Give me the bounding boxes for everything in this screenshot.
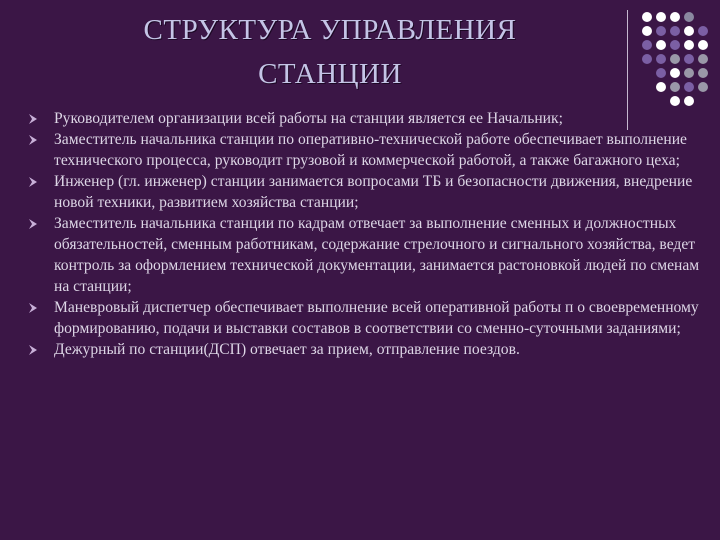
list-item-text: Руководителем организации всей работы на станции является ее Начальник; xyxy=(54,110,563,127)
list-item xyxy=(28,297,700,339)
arrowhead-bullet-icon xyxy=(28,219,38,229)
list-item xyxy=(28,213,700,297)
list-item-text: Заместитель начальника станции по оперативно-технической работе обеспечивает выполнение технического процесса, руководит грузовой и коммерческой работой, а также багажного цеха; xyxy=(54,131,687,169)
arrowhead-bullet-icon xyxy=(28,303,38,313)
title-line-1: СТРУКТУРА УПРАВЛЕНИЯ xyxy=(143,14,517,46)
arrowhead-bullet-icon xyxy=(28,135,38,145)
list-item-text: Заместитель начальника станции по кадрам отвечает за выполнение сменных и должностных обязательностей, сменным работникам, содержание стрелочного и сигнального хозяйства, ведет контроль за оформлением технической документации, занимается растоновкой людей по сменам на станции; xyxy=(54,215,700,295)
arrowhead-bullet-icon xyxy=(28,177,38,187)
list-item-text: Дежурный по станции(ДСП) отвечает за прием, отправление поездов. xyxy=(54,341,520,358)
dot-grid-decoration xyxy=(638,10,718,110)
slide-title xyxy=(40,8,620,96)
arrowhead-bullet-icon xyxy=(28,345,38,355)
list-item xyxy=(28,108,700,129)
title-line-2: СТАНЦИИ xyxy=(258,58,402,90)
list-item xyxy=(28,171,700,213)
list-item-text: Инженер (гл. инженер) станции занимается вопросами ТБ и безопасности движения, внедрение новой техники, развитием хозяйства станции; xyxy=(54,173,693,211)
arrowhead-bullet-icon xyxy=(28,114,38,124)
list-item xyxy=(28,129,700,171)
list-item-text: Маневровый диспетчер обеспечивает выполнение всей оперативной работы п о своевременному формированию, подачи и выставки составов в соответствии со сменно-суточными заданиями; xyxy=(54,299,699,337)
list-item xyxy=(28,339,700,360)
bullet-list xyxy=(28,108,700,360)
